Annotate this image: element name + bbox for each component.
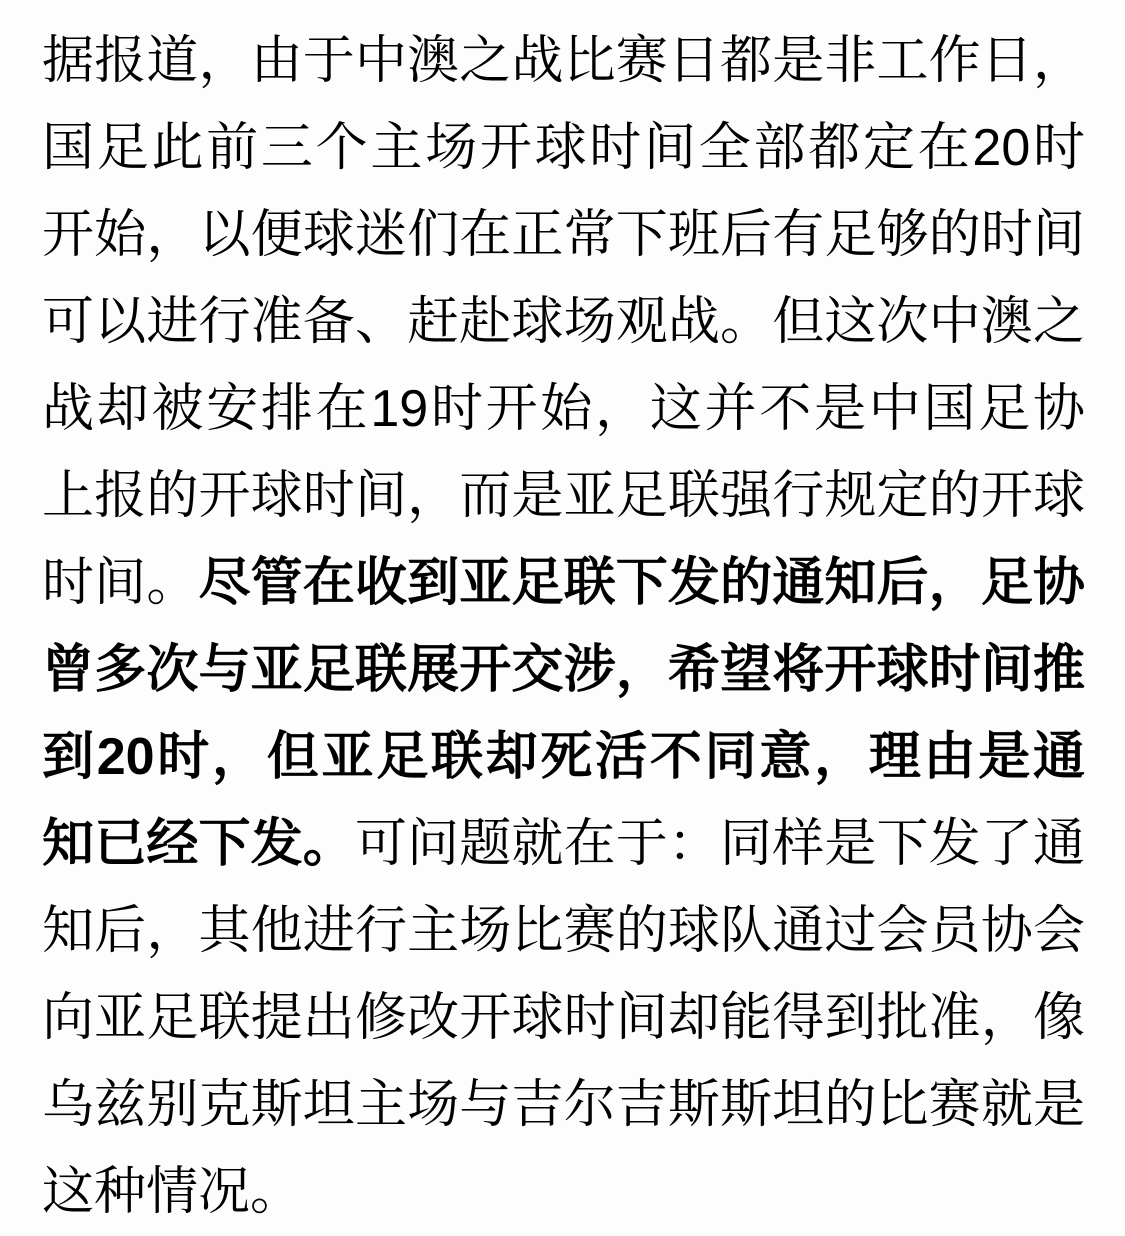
article-paragraph: [42, 18, 1085, 1236]
paragraph-text-regular-end: 可问题就在于：同样是下发了通知后，其他进行主场比赛的球队通过会员协会向亚足联提出修改开球时间却能得到批准，像乌兹别克斯坦主场与吉尔吉斯斯坦的比赛就是这种情况。: [42, 815, 1085, 1221]
paragraph-text-regular-start: 据报道，由于中澳之战比赛日都是非工作日，国足此前三个主场开球时间全部都定在20时开始，以便球迷们在正常下班后有足够的时间可以进行准备、赶赴球场观战。但这次中澳之战却被安排在19时开始，这并不是中国足协上报的开球时间，而是亚足联强行规定的开球时间。: [42, 32, 1085, 612]
paragraph-text-bold-emphasis: 尽管在收到亚足联下发的通知后，足协曾多次与亚足联展开交涉，希望将开球时间推到20时，但亚足联却死活不同意，理由是通知已经下发。: [42, 554, 1085, 873]
